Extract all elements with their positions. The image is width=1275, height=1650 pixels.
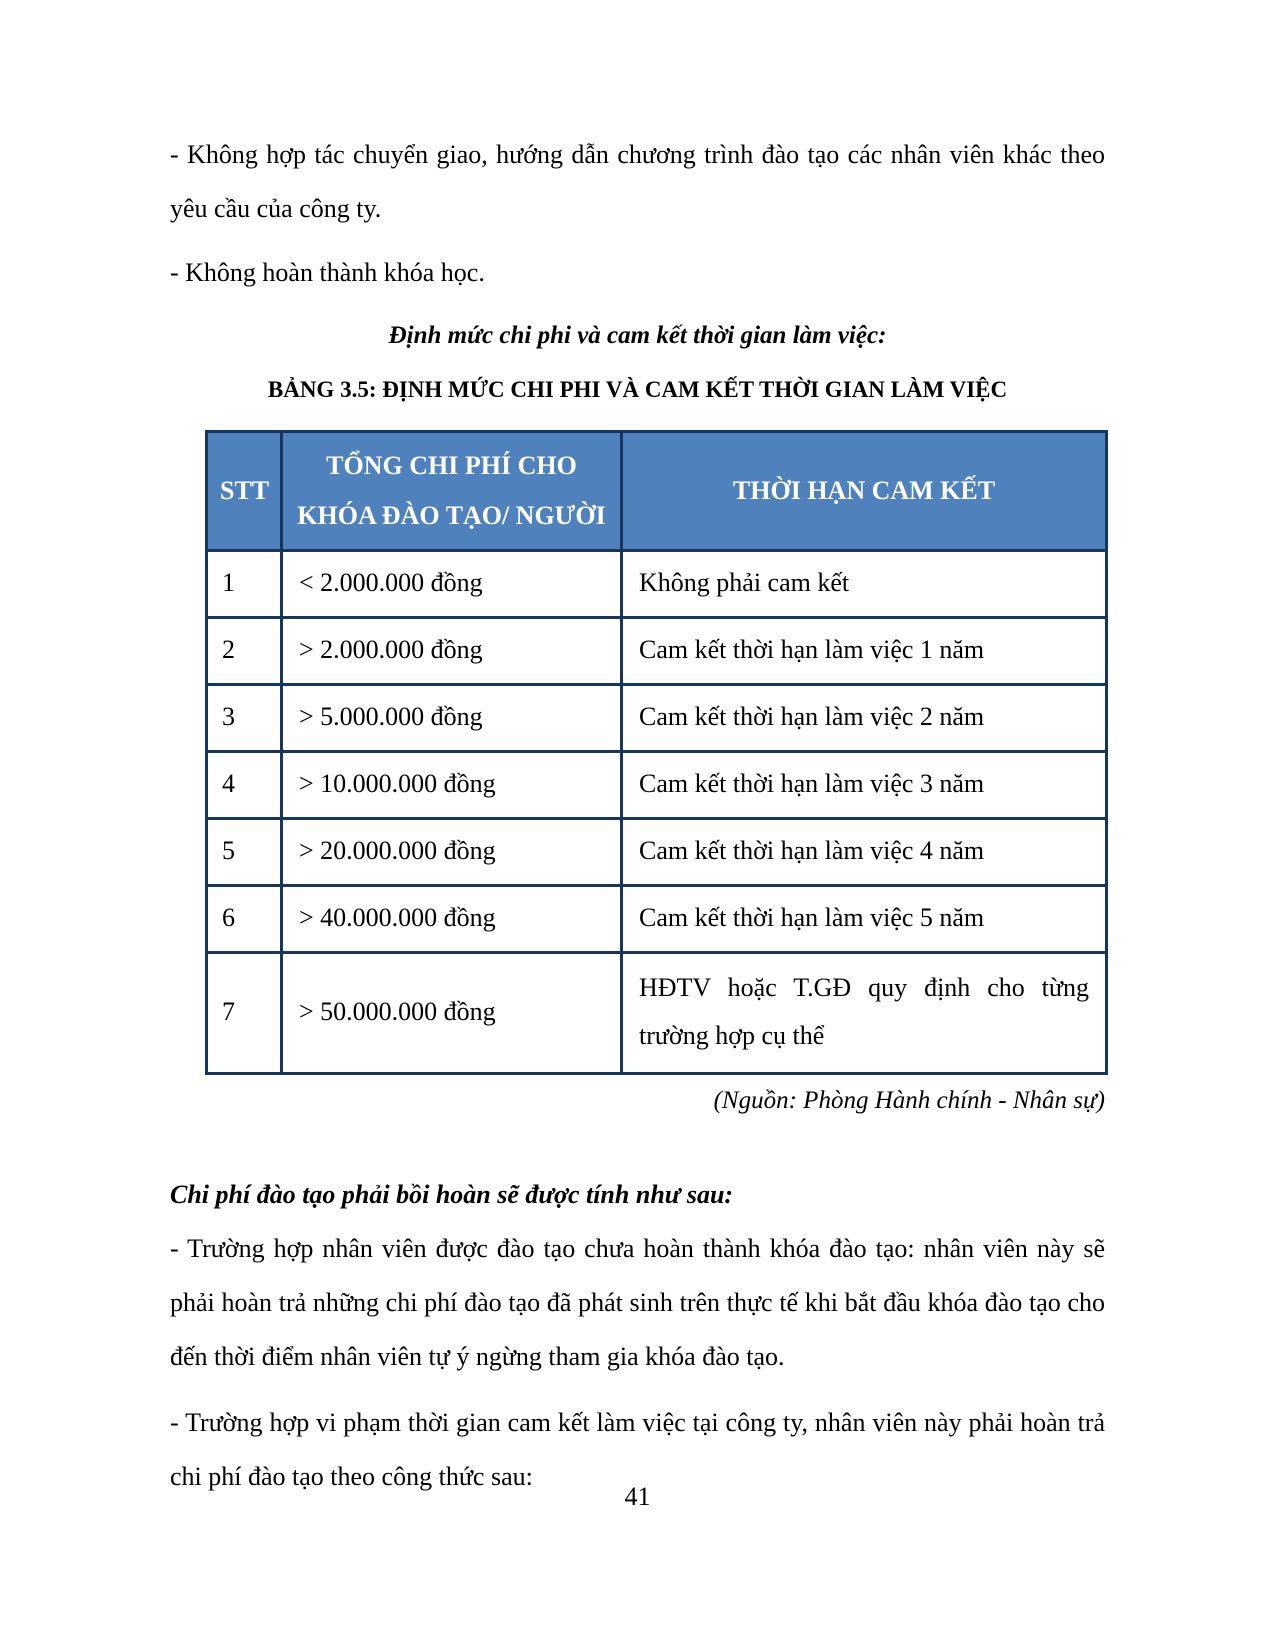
- paragraph-not-finish-course: - Không hoàn thành khóa học.: [170, 258, 485, 287]
- stt-cell: 5: [207, 819, 282, 886]
- stt-cell: 7: [207, 953, 282, 1074]
- commitment-cell: Không phải cam kết: [622, 551, 1107, 618]
- paragraph-refund-violation: - Trường hợp vi phạm thời gian cam kết làm việc tại công ty, nhân viên này phải hoàn trả chi phí đào tạo theo công thức sau:: [170, 1408, 1105, 1491]
- table-row: [207, 886, 1107, 953]
- section-heading-refund-formula: Chi phí đào tạo phải bồi hoàn sẽ được tính như sau:: [170, 1180, 734, 1209]
- header-cell-total-cost: TỔNG CHI PHÍ CHO KHÓA ĐÀO TẠO/ NGƯỜI: [282, 432, 622, 551]
- page-number: 41: [624, 1482, 651, 1511]
- table-row: [207, 819, 1107, 886]
- stt-cell: 3: [207, 685, 282, 752]
- commitment-cell: HĐTV hoặc T.GĐ quy định cho từng trường hợp cụ thể: [622, 953, 1107, 1074]
- stt-cell: 6: [207, 886, 282, 953]
- header-cell-commitment-term: THỜI HẠN CAM KẾT: [622, 432, 1107, 551]
- section-heading-cost-commitment: Định mức chi phi và cam kết thời gian làm việc:: [388, 322, 887, 349]
- commitment-cell: Cam kết thời hạn làm việc 5 năm: [622, 886, 1107, 953]
- commitment-cell: Cam kết thời hạn làm việc 1 năm: [622, 618, 1107, 685]
- cost-cell: < 2.000.000 đồng: [282, 551, 622, 618]
- paragraph-no-cooperation: - Không hợp tác chuyển giao, hướng dẫn chương trình đào tạo các nhân viên khác theo yêu cầu của công ty.: [170, 140, 1105, 223]
- table-source: (Nguồn: Phòng Hành chính - Nhân sự): [713, 1087, 1105, 1114]
- commitment-cell: Cam kết thời hạn làm việc 2 năm: [622, 685, 1107, 752]
- table-row: [207, 685, 1107, 752]
- table-header-row: [207, 432, 1107, 551]
- cost-cell: > 2.000.000 đồng: [282, 618, 622, 685]
- commitment-cell: Cam kết thời hạn làm việc 4 năm: [622, 819, 1107, 886]
- table-row: [207, 953, 1107, 1074]
- table-row: [207, 551, 1107, 618]
- page-content: [170, 0, 1105, 1504]
- table-row: [207, 752, 1107, 819]
- cost-commitment-table: [205, 430, 1108, 1075]
- stt-cell: 1: [207, 551, 282, 618]
- table-row: [207, 618, 1107, 685]
- cost-cell: > 50.000.000 đồng: [282, 953, 622, 1074]
- header-cell-stt: STT: [207, 432, 282, 551]
- table-caption: BẢNG 3.5: ĐỊNH MỨC CHI PHI VÀ CAM KẾT THỜI GIAN LÀM VIỆC: [267, 377, 1008, 402]
- commitment-cell: Cam kết thời hạn làm việc 3 năm: [622, 752, 1107, 819]
- stt-cell: 2: [207, 618, 282, 685]
- stt-cell: 4: [207, 752, 282, 819]
- cost-cell: > 40.000.000 đồng: [282, 886, 622, 953]
- cost-cell: > 20.000.000 đồng: [282, 819, 622, 886]
- paragraph-refund-unfinished: - Trường hợp nhân viên được đào tạo chưa hoàn thành khóa đào tạo: nhân viên này sẽ phải hoàn trả những chi phí đào tạo đã phát sinh trên thực tế khi bắt đầu khóa đào tạo cho đến thời điểm nhân viên tự ý ngừng tham gia khóa đào tạo.: [170, 1234, 1105, 1371]
- cost-cell: > 10.000.000 đồng: [282, 752, 622, 819]
- cost-cell: > 5.000.000 đồng: [282, 685, 622, 752]
